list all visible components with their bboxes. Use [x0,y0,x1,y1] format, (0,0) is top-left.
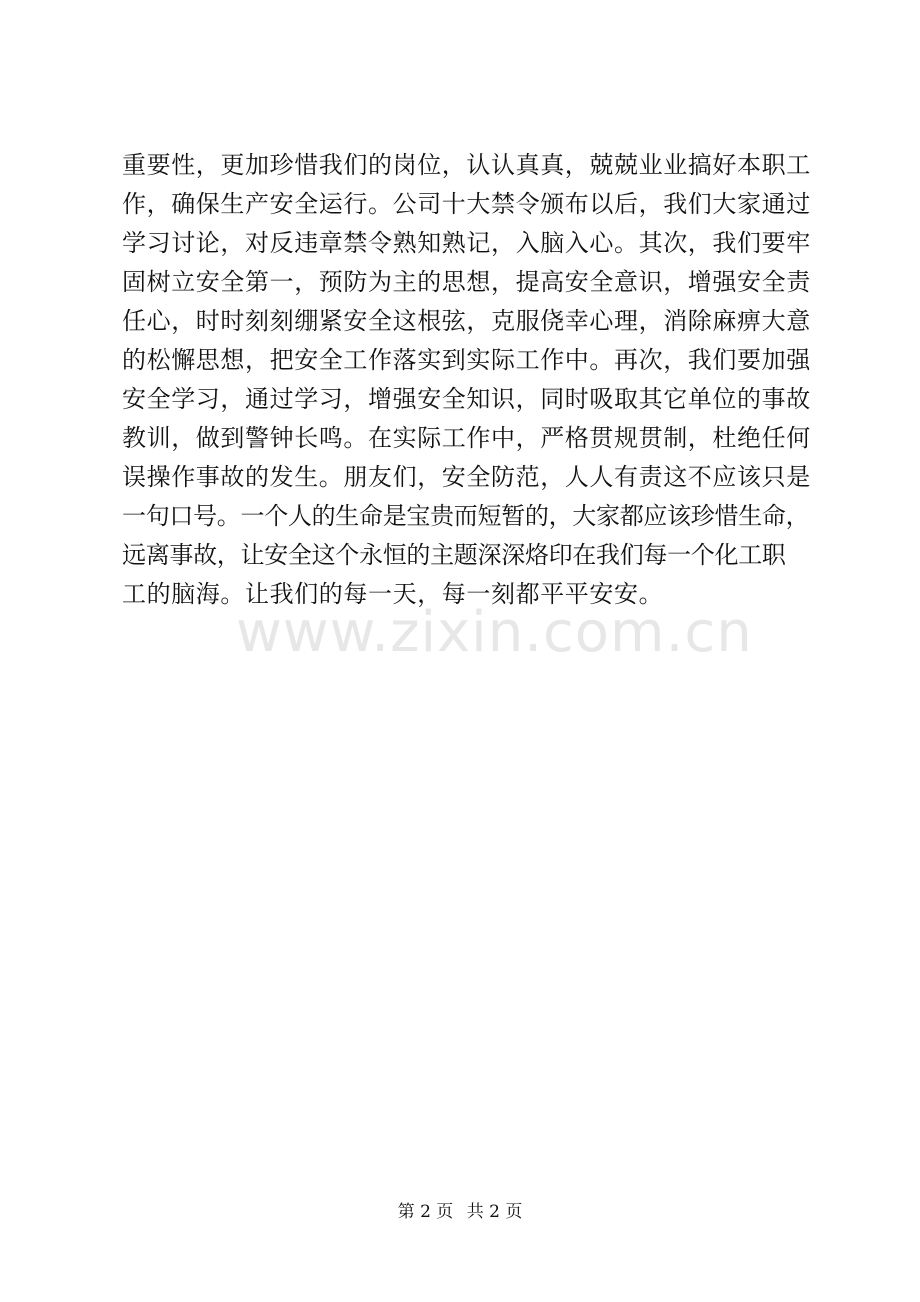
text-line: 重要性，更加珍惜我们的岗位，认认真真，兢兢业业搞好本职工 [122,151,811,179]
text-line: 安全学习，通过学习，增强安全知识，同时吸取其它单位的事故 [122,385,811,413]
text-line: 固树立安全第一，预防为主的思想，提高安全意识，增强安全责 [122,268,811,296]
text-line: 作，确保生产安全运行。公司十大禁令颁布以后，我们大家通过 [122,190,811,218]
document-body [122,146,812,614]
page-total: 共 2 页 [466,1202,523,1222]
text-line: 远离事故，让安全这个永恒的主题深深烙印在我们每一个化工职 [122,541,786,569]
text-line: 误操作事故的发生。朋友们，安全防范，人人有责这不应该只是 [122,463,811,491]
text-line: 一句口号。一个人的生命是宝贵而短暂的，大家都应该珍惜生命， [122,502,810,530]
text-line: 的松懈思想，把安全工作落实到实际工作中。再次，我们要加强 [122,346,811,374]
text-line: 教训，做到警钟长鸣。在实际工作中，严格贯规贯制，杜绝任何 [122,424,811,452]
text-line: 工的脑海。让我们的每一天，每一刻都平平安安。 [122,580,664,608]
text-line: 学习讨论，对反违章禁令熟知熟记，入脑入心。其次，我们要牢 [122,229,811,257]
text-line: 任心，时时刻刻绷紧安全这根弦，克服侥幸心理，消除麻痹大意 [122,307,811,335]
watermark: www.zixin.com.cn [236,600,753,665]
page-number: 第 2 页 [397,1202,454,1222]
page-footer [0,1201,920,1223]
